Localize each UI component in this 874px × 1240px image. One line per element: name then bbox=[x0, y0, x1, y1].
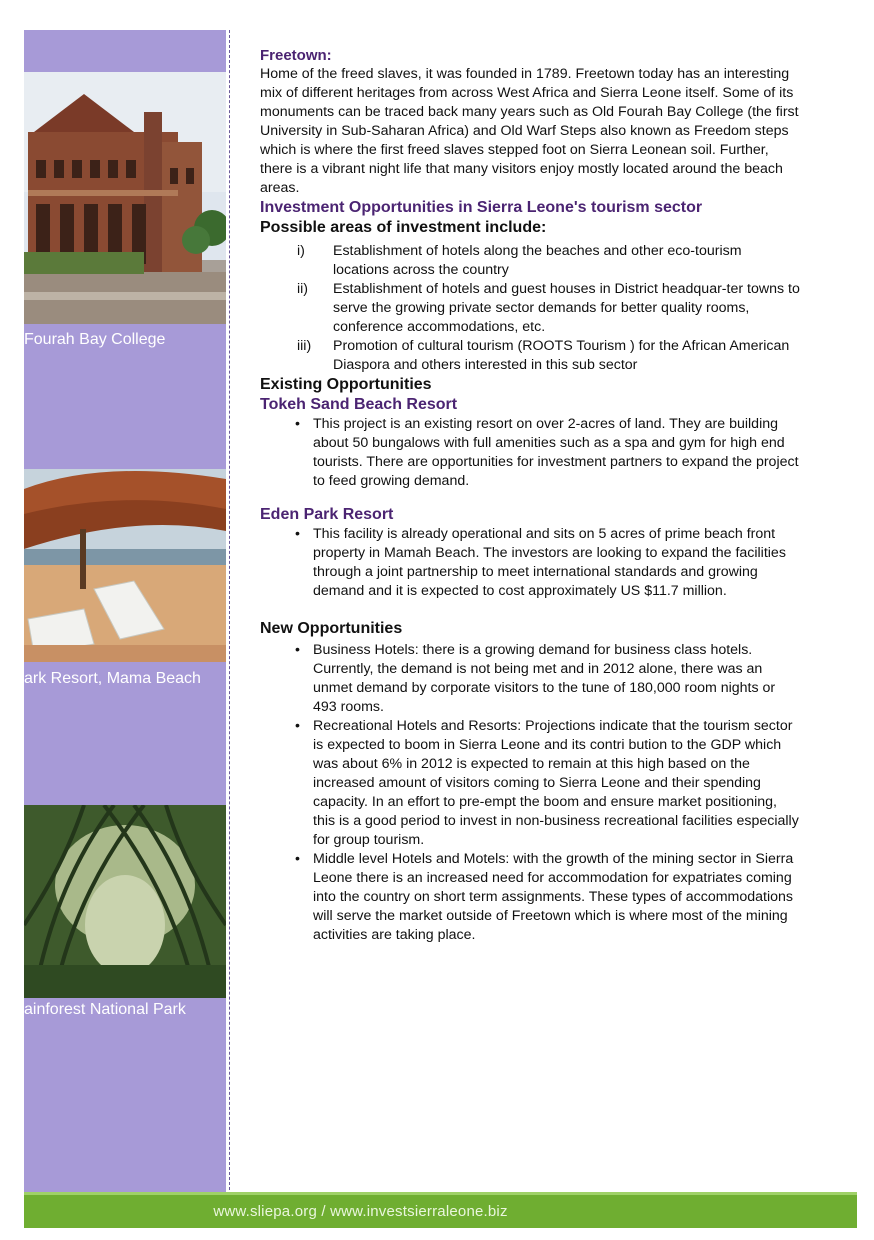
bullet-text: Middle level Hotels and Motels: with the growth of the mining sector in Sierra Leone there is an increased need for accommodation for expatriates coming into the country on short term assignments. These types of accommodations will serve the market outside of Freetown which is where most of the mining activities are taking place. bbox=[313, 851, 794, 943]
bullet-item bbox=[260, 641, 800, 717]
bullet-icon: • bbox=[295, 416, 300, 432]
freetown-description: Home of the freed slaves, it was founded in 1789. Freetown today has an interesting mix of different heritages from across West Africa and Sierra Leone itself. Some of its monuments can be traced back many years such as Old Fourah Bay College (the first University in Sub-Saharan Africa) and Old Warf Steps also known as Freedom steps which is where the first freed slaves stepped foot on Sierra Leonean soil. Further, there is a vibrant night life that many visitors enjoy mostly located around the beach areas. bbox=[260, 66, 799, 196]
list-text: Establishment of hotels along the beaches and other eco-tourism locations across the country bbox=[333, 243, 742, 278]
list-text: Establishment of hotels and guest houses in District headquar-ter towns to serve the growing private sector demands for better quality rooms, conference accommodations, etc. bbox=[333, 281, 800, 335]
new-opportunities-heading: New Opportunities bbox=[260, 620, 403, 637]
bullet-icon: • bbox=[295, 851, 300, 867]
bullet-text: Recreational Hotels and Resorts: Projections indicate that the tourism sector is expected to boom in Sierra Leone and its contri bution to the GDP which was about 6% in 2012 is expected to remain at this high based on the increased amount of visitors coming to Sierra Leone and their spending capacity. In an effort to pre-empt the boom and ensure market positioning, this is a good period to invest in non-business recreational facilities especially for group tourism. bbox=[313, 718, 799, 848]
list-item bbox=[260, 337, 800, 375]
bullet-text: Business Hotels: there is a growing demand for business class hotels. Currently, the demand is not being met and in 2012 alone, there was an unmet demand by corporate visitors to the tune of 180,000 room nights or 493 rooms. bbox=[313, 642, 776, 715]
freetown-heading: Freetown: bbox=[260, 47, 332, 64]
existing-opportunities-heading: Existing Opportunities bbox=[260, 376, 432, 393]
rainforest-photo bbox=[24, 805, 226, 998]
list-item bbox=[260, 242, 800, 280]
investment-areas-heading: Possible areas of investment include: bbox=[260, 219, 547, 236]
main-content bbox=[260, 46, 800, 945]
bullet-item bbox=[260, 717, 800, 850]
bullet-icon: • bbox=[295, 526, 300, 542]
bullet-text: This facility is already operational and sits on 5 acres of prime beach front property in Mamah Beach. The investors are looking to expand the facilities through a joint partnership to meet international standards and growing demand and it is expected to cost approximately US $11.7 million. bbox=[313, 526, 786, 599]
footer-links[interactable]: www.sliepa.org / www.investsierraleone.biz bbox=[213, 1203, 508, 1220]
photo-caption-beach: ark Resort, Mama Beach bbox=[24, 670, 201, 687]
photo-caption-college: Fourah Bay College bbox=[24, 331, 166, 348]
bullet-icon: • bbox=[295, 718, 300, 734]
investment-heading: Investment Opportunities in Sierra Leone's tourism sector bbox=[260, 199, 703, 216]
eden-park-heading: Eden Park Resort bbox=[260, 506, 394, 523]
bullet-item bbox=[260, 525, 800, 601]
footer-bar bbox=[24, 1192, 857, 1228]
photo-caption-rainforest: ainforest National Park bbox=[24, 1001, 186, 1018]
list-text: Promotion of cultural tourism (ROOTS Tourism ) for the African American Diaspora and others interested in this sub sector bbox=[333, 338, 790, 373]
list-number: ii) bbox=[297, 281, 309, 297]
list-number: iii) bbox=[297, 338, 312, 354]
fourah-bay-college-photo bbox=[24, 72, 226, 324]
column-divider bbox=[229, 30, 230, 1195]
list-item bbox=[260, 280, 800, 337]
bullet-item bbox=[260, 415, 800, 491]
list-number: i) bbox=[297, 243, 305, 259]
investment-areas-list bbox=[260, 242, 800, 375]
bullet-item bbox=[260, 850, 800, 945]
tokeh-resort-heading: Tokeh Sand Beach Resort bbox=[260, 396, 458, 413]
beach-resort-photo bbox=[24, 469, 226, 662]
bullet-text: This project is an existing resort on over 2-acres of land. They are building about 50 bungalows with full amenities such as a spa and gym for high end tourists. There are opportunities for investment partners to expand the project to feed growing demand. bbox=[313, 416, 799, 489]
bullet-icon: • bbox=[295, 642, 300, 658]
